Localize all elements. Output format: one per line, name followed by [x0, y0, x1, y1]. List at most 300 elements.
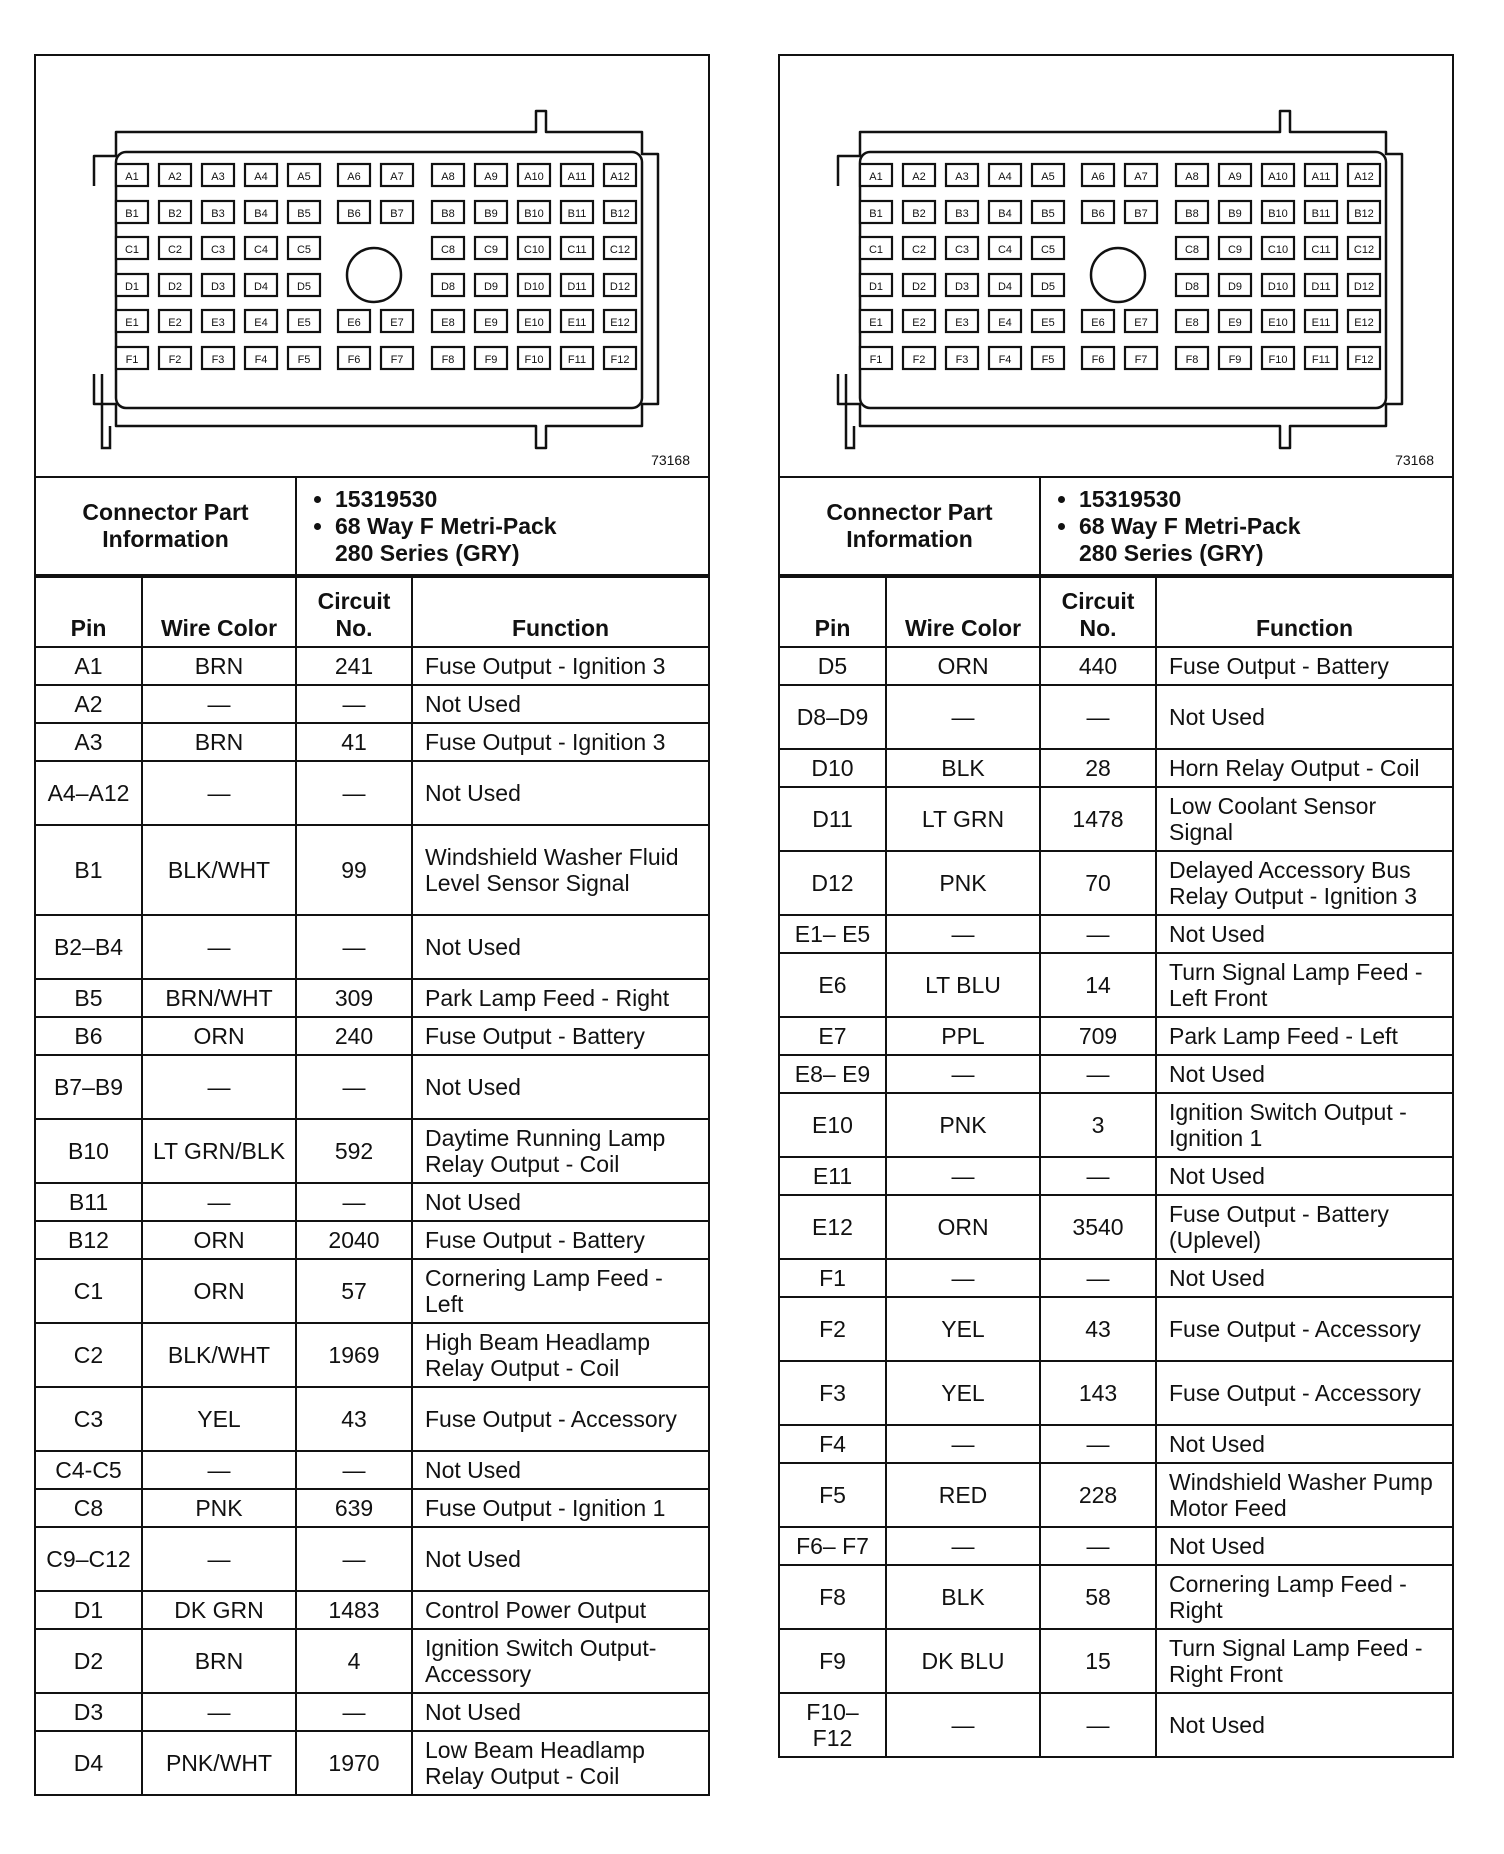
terminal-cavity-e11: [561, 310, 593, 332]
svg-text:B12: B12: [1354, 208, 1374, 220]
circuit-cell: —: [1040, 1157, 1156, 1195]
header-function: Function: [1156, 577, 1452, 647]
table-row: [36, 1731, 708, 1794]
pin-cell: D11: [780, 787, 886, 851]
svg-text:B11: B11: [1311, 208, 1331, 220]
circuit-cell: 15: [1040, 1629, 1156, 1693]
svg-text:A7: A7: [1134, 171, 1148, 183]
circuit-cell: 99: [296, 825, 412, 915]
terminal-cavity-c11: [1305, 237, 1337, 259]
svg-text:B2: B2: [168, 208, 182, 220]
terminal-cavity-f2: [903, 347, 935, 369]
function-cell: Control Power Output: [412, 1591, 708, 1629]
pin-cell: B10: [36, 1119, 142, 1183]
function-cell: Not Used: [1156, 1425, 1452, 1463]
svg-text:F7: F7: [390, 354, 404, 366]
terminal-cavity-b1: [860, 201, 892, 223]
svg-text:C2: C2: [911, 244, 927, 256]
svg-text:E7: E7: [1134, 317, 1148, 329]
circuit-cell: —: [1040, 1527, 1156, 1565]
terminal-cavity-c9: [475, 237, 507, 259]
terminal-cavity-f8: [432, 347, 464, 369]
function-cell: Cornering Lamp Feed - Right: [1156, 1565, 1452, 1629]
terminal-cavity-f4: [989, 347, 1021, 369]
terminal-cavity-f3: [946, 347, 978, 369]
terminal-cavity-c10: [1262, 237, 1294, 259]
circuit-cell: —: [296, 685, 412, 723]
circuit-cell: 3: [1040, 1093, 1156, 1157]
terminal-cavity-b9: [1219, 201, 1251, 223]
terminal-cavity-f2: [159, 347, 191, 369]
terminal-cavity-e3: [202, 310, 234, 332]
table-row: [36, 761, 708, 825]
function-cell: Park Lamp Feed - Left: [1156, 1017, 1452, 1055]
pin-cell: D4: [36, 1731, 142, 1794]
terminal-cavity-b9: [475, 201, 507, 223]
terminal-cavity-c11: [561, 237, 593, 259]
function-cell: Not Used: [412, 1183, 708, 1221]
svg-text:C5: C5: [296, 244, 312, 256]
pin-cell: A4–A12: [36, 761, 142, 825]
svg-text:F2: F2: [168, 354, 182, 366]
wire-color-cell: —: [142, 1693, 296, 1731]
connector-panel-right: [778, 54, 1454, 1758]
svg-text:F1: F1: [125, 354, 139, 366]
connector-info-values: [296, 478, 708, 575]
function-cell: Fuse Output - Ignition 3: [412, 723, 708, 761]
terminal-cavity-b6: [1082, 201, 1114, 223]
svg-text:A12: A12: [610, 171, 630, 183]
table-row: [780, 1157, 1452, 1195]
table-row: [780, 851, 1452, 915]
connector-info-label: Connector Part Information: [36, 478, 296, 575]
svg-text:E7: E7: [390, 317, 404, 329]
function-cell: High Beam Headlamp Relay Output - Coil: [412, 1323, 708, 1387]
wire-color-cell: BRN: [142, 723, 296, 761]
svg-text:B1: B1: [869, 208, 883, 220]
terminal-cavity-b5: [288, 201, 320, 223]
svg-text:F6: F6: [347, 354, 361, 366]
terminal-cavity-d10: [1262, 274, 1294, 296]
terminal-cavity-b12: [604, 201, 636, 223]
svg-text:E10: E10: [524, 317, 544, 329]
table-row: [780, 1017, 1452, 1055]
pinout-table-right: [780, 576, 1452, 1756]
wire-color-cell: —: [886, 1425, 1040, 1463]
terminal-cavity-b8: [432, 201, 464, 223]
pin-cell: F6– F7: [780, 1527, 886, 1565]
svg-text:A10: A10: [1268, 171, 1288, 183]
connector-figure: [36, 56, 708, 478]
terminal-cavity-c12: [1348, 237, 1380, 259]
svg-text:B9: B9: [484, 208, 498, 220]
housing-latch-left: [102, 374, 110, 448]
wire-color-cell: RED: [886, 1463, 1040, 1527]
svg-text:A2: A2: [912, 171, 926, 183]
wire-color-cell: PNK: [142, 1489, 296, 1527]
svg-text:B4: B4: [254, 208, 268, 220]
svg-text:A5: A5: [297, 171, 311, 183]
svg-text:E4: E4: [998, 317, 1012, 329]
wire-color-cell: LT GRN: [886, 787, 1040, 851]
terminal-cavity-a5: [288, 164, 320, 186]
connector-info-table: [36, 478, 708, 576]
pin-cell: E6: [780, 953, 886, 1017]
svg-text:C10: C10: [1267, 244, 1289, 256]
function-cell: Not Used: [1156, 1055, 1452, 1093]
svg-text:A4: A4: [254, 171, 268, 183]
terminal-cavity-d9: [1219, 274, 1251, 296]
terminal-cavity-c9: [1219, 237, 1251, 259]
table-row: [36, 1387, 708, 1451]
wire-color-cell: BLK/WHT: [142, 1323, 296, 1387]
svg-text:B6: B6: [347, 208, 361, 220]
table-row: [36, 1017, 708, 1055]
table-row: [36, 1323, 708, 1387]
terminal-cavity-e10: [1262, 310, 1294, 332]
table-row: [780, 1693, 1452, 1756]
table-row: [36, 647, 708, 685]
pin-cell: B7–B9: [36, 1055, 142, 1119]
pin-cell: D8–D9: [780, 685, 886, 749]
terminal-cavity-a9: [475, 164, 507, 186]
svg-text:D2: D2: [167, 281, 183, 293]
circuit-cell: 4: [296, 1629, 412, 1693]
svg-text:B1: B1: [125, 208, 139, 220]
terminal-cavity-e10: [518, 310, 550, 332]
wire-color-cell: —: [886, 685, 1040, 749]
terminal-cavity-e9: [1219, 310, 1251, 332]
table-row: [780, 1259, 1452, 1297]
terminal-cavity-a7: [1125, 164, 1157, 186]
svg-text:D3: D3: [954, 281, 970, 293]
pin-cell: B5: [36, 979, 142, 1017]
svg-text:E9: E9: [484, 317, 498, 329]
svg-text:A1: A1: [125, 171, 139, 183]
connector-description: • 68 Way F Metri-Pack 280 Series (GRY): [1079, 513, 1444, 567]
pin-cell: D2: [36, 1629, 142, 1693]
svg-text:F10: F10: [1268, 354, 1288, 366]
terminal-cavity-a11: [1305, 164, 1337, 186]
function-cell: Park Lamp Feed - Right: [412, 979, 708, 1017]
terminal-cavity-c4: [989, 237, 1021, 259]
circuit-cell: 309: [296, 979, 412, 1017]
function-cell: Turn Signal Lamp Feed - Right Front: [1156, 1629, 1452, 1693]
pin-cell: C8: [36, 1489, 142, 1527]
svg-text:D3: D3: [210, 281, 226, 293]
svg-text:C9: C9: [483, 244, 499, 256]
terminal-cavity-d5: [1032, 274, 1064, 296]
function-cell: Not Used: [412, 1451, 708, 1489]
part-number: • 15319530: [335, 486, 700, 513]
function-cell: Ignition Switch Output - Ignition 1: [1156, 1093, 1452, 1157]
wire-color-cell: LT GRN/BLK: [142, 1119, 296, 1183]
table-row: [36, 1527, 708, 1591]
terminal-cavity-d10: [518, 274, 550, 296]
table-row: [36, 1055, 708, 1119]
circuit-cell: —: [1040, 1055, 1156, 1093]
svg-text:F9: F9: [484, 354, 498, 366]
terminal-cavity-d12: [604, 274, 636, 296]
table-row: [36, 825, 708, 915]
circuit-cell: 1478: [1040, 787, 1156, 851]
function-cell: Fuse Output - Ignition 1: [412, 1489, 708, 1527]
circuit-cell: 143: [1040, 1361, 1156, 1425]
pin-cell: E8– E9: [780, 1055, 886, 1093]
header-wire-color: Wire Color: [886, 577, 1040, 647]
terminal-cavity-e9: [475, 310, 507, 332]
table-row: [780, 1425, 1452, 1463]
terminal-cavity-d12: [1348, 274, 1380, 296]
function-cell: Fuse Output - Accessory: [412, 1387, 708, 1451]
function-cell: Daytime Running Lamp Relay Output - Coil: [412, 1119, 708, 1183]
pin-cell: D3: [36, 1693, 142, 1731]
terminal-cavity-a9: [1219, 164, 1251, 186]
terminal-cavity-f10: [1262, 347, 1294, 369]
pin-cell: D12: [780, 851, 886, 915]
svg-text:B11: B11: [567, 208, 587, 220]
connector-info-label: Connector Part Information: [780, 478, 1040, 575]
terminal-cavity-d4: [989, 274, 1021, 296]
svg-text:E3: E3: [211, 317, 225, 329]
svg-text:D11: D11: [1311, 281, 1331, 293]
svg-text:C1: C1: [124, 244, 140, 256]
svg-text:B5: B5: [297, 208, 311, 220]
terminal-cavity-d5: [288, 274, 320, 296]
table-row: [780, 1565, 1452, 1629]
terminal-cavity-c2: [159, 237, 191, 259]
circuit-cell: 1483: [296, 1591, 412, 1629]
function-cell: Windshield Washer Fluid Level Sensor Signal: [412, 825, 708, 915]
terminal-cavity-a8: [1176, 164, 1208, 186]
svg-text:E8: E8: [441, 317, 455, 329]
table-row: [36, 1183, 708, 1221]
wire-color-cell: —: [142, 915, 296, 979]
svg-text:B12: B12: [610, 208, 630, 220]
circuit-cell: 43: [296, 1387, 412, 1451]
terminal-cavity-b3: [202, 201, 234, 223]
circuit-cell: —: [296, 915, 412, 979]
wire-color-cell: BLK/WHT: [142, 825, 296, 915]
wire-color-cell: —: [142, 1527, 296, 1591]
terminal-cavity-b1: [116, 201, 148, 223]
terminal-cavity-f12: [604, 347, 636, 369]
svg-text:C12: C12: [1353, 244, 1375, 256]
svg-text:E1: E1: [125, 317, 139, 329]
connector-face-diagram: [780, 56, 1452, 476]
wire-color-cell: BRN: [142, 1629, 296, 1693]
terminal-cavity-e6: [1082, 310, 1114, 332]
terminal-cavity-f9: [475, 347, 507, 369]
svg-text:D5: D5: [296, 281, 312, 293]
table-row: [36, 723, 708, 761]
terminal-cavity-a6: [338, 164, 370, 186]
terminal-cavity-f11: [1305, 347, 1337, 369]
wire-color-cell: —: [886, 915, 1040, 953]
figure-number: 73168: [1395, 452, 1434, 468]
terminal-cavity-b4: [245, 201, 277, 223]
function-cell: Horn Relay Output - Coil: [1156, 749, 1452, 787]
terminal-cavity-e8: [432, 310, 464, 332]
svg-text:F4: F4: [254, 354, 268, 366]
terminal-cavity-d1: [860, 274, 892, 296]
function-cell: Fuse Output - Accessory: [1156, 1297, 1452, 1361]
table-row: [780, 953, 1452, 1017]
pin-cell: E7: [780, 1017, 886, 1055]
pin-cell: C2: [36, 1323, 142, 1387]
table-row: [780, 685, 1452, 749]
terminal-cavity-b7: [1125, 201, 1157, 223]
function-cell: Not Used: [412, 685, 708, 723]
terminal-cavity-a3: [946, 164, 978, 186]
svg-text:F12: F12: [610, 354, 630, 366]
terminal-cavity-a4: [989, 164, 1021, 186]
pin-cell: C1: [36, 1259, 142, 1323]
terminal-cavity-d9: [475, 274, 507, 296]
pin-cell: D10: [780, 749, 886, 787]
function-cell: Not Used: [412, 1055, 708, 1119]
terminal-cavity-e2: [903, 310, 935, 332]
terminal-cavity-e1: [860, 310, 892, 332]
wire-color-cell: ORN: [142, 1017, 296, 1055]
terminal-cavity-a10: [518, 164, 550, 186]
wire-color-cell: —: [142, 1183, 296, 1221]
header-function: Function: [412, 577, 708, 647]
terminal-cavity-e12: [1348, 310, 1380, 332]
terminal-cavity-d11: [561, 274, 593, 296]
header-wire-color: Wire Color: [142, 577, 296, 647]
terminal-cavity-a1: [860, 164, 892, 186]
terminal-cavity-b10: [1262, 201, 1294, 223]
wire-color-cell: —: [886, 1157, 1040, 1195]
circuit-cell: 1969: [296, 1323, 412, 1387]
terminal-cavity-e4: [989, 310, 1021, 332]
terminal-cavity-d4: [245, 274, 277, 296]
table-row: [780, 647, 1452, 685]
pin-cell: B2–B4: [36, 915, 142, 979]
svg-text:A9: A9: [484, 171, 498, 183]
svg-text:A10: A10: [524, 171, 544, 183]
pin-cell: E12: [780, 1195, 886, 1259]
header-circuit: Circuit No.: [296, 577, 412, 647]
pin-cell: D1: [36, 1591, 142, 1629]
wire-color-cell: YEL: [142, 1387, 296, 1451]
svg-text:A9: A9: [1228, 171, 1242, 183]
terminal-cavity-f4: [245, 347, 277, 369]
svg-text:C4: C4: [253, 244, 269, 256]
svg-text:D12: D12: [609, 281, 631, 293]
circuit-cell: 41: [296, 723, 412, 761]
circuit-cell: 58: [1040, 1565, 1156, 1629]
svg-text:A11: A11: [567, 171, 587, 183]
pin-cell: F2: [780, 1297, 886, 1361]
figure-number: 73168: [651, 452, 690, 468]
pin-cell: D5: [780, 647, 886, 685]
svg-text:F12: F12: [1354, 354, 1374, 366]
pinout-rows-left: [36, 647, 708, 1794]
circuit-cell: —: [296, 1451, 412, 1489]
connector-face-diagram: [36, 56, 708, 476]
connector-key-circle: [1091, 248, 1145, 302]
terminal-cavity-d3: [202, 274, 234, 296]
svg-text:A3: A3: [955, 171, 969, 183]
svg-text:F2: F2: [912, 354, 926, 366]
table-row: [36, 1693, 708, 1731]
svg-text:D9: D9: [1227, 281, 1243, 293]
svg-text:D4: D4: [997, 281, 1013, 293]
svg-text:A3: A3: [211, 171, 225, 183]
circuit-cell: 2040: [296, 1221, 412, 1259]
svg-text:F9: F9: [1228, 354, 1242, 366]
svg-text:A5: A5: [1041, 171, 1055, 183]
terminal-cavity-f9: [1219, 347, 1251, 369]
circuit-cell: —: [296, 1693, 412, 1731]
function-cell: Cornering Lamp Feed - Left: [412, 1259, 708, 1323]
terminal-cavity-c8: [432, 237, 464, 259]
header-pin: Pin: [780, 577, 886, 647]
connector-description: • 68 Way F Metri-Pack 280 Series (GRY): [335, 513, 700, 567]
wire-color-cell: —: [886, 1259, 1040, 1297]
terminal-cavity-c5: [1032, 237, 1064, 259]
terminal-cavity-b6: [338, 201, 370, 223]
circuit-cell: 1970: [296, 1731, 412, 1794]
pin-cell: A2: [36, 685, 142, 723]
circuit-cell: —: [1040, 1693, 1156, 1756]
terminal-cavity-f1: [860, 347, 892, 369]
svg-text:C8: C8: [1184, 244, 1200, 256]
function-cell: Fuse Output - Battery (Uplevel): [1156, 1195, 1452, 1259]
terminal-cavity-b11: [561, 201, 593, 223]
terminal-cavity-e6: [338, 310, 370, 332]
terminal-cavity-d11: [1305, 274, 1337, 296]
terminal-cavity-b10: [518, 201, 550, 223]
terminal-cavity-a2: [903, 164, 935, 186]
table-row: [780, 1629, 1452, 1693]
terminal-cavity-c1: [860, 237, 892, 259]
table-row: [780, 1527, 1452, 1565]
svg-text:E6: E6: [347, 317, 361, 329]
function-cell: Not Used: [412, 1693, 708, 1731]
terminal-cavity-a12: [604, 164, 636, 186]
pin-cell: C9–C12: [36, 1527, 142, 1591]
terminal-cavity-b11: [1305, 201, 1337, 223]
wire-color-cell: —: [142, 685, 296, 723]
table-row: [780, 915, 1452, 953]
wire-color-cell: DK GRN: [142, 1591, 296, 1629]
svg-text:A7: A7: [390, 171, 404, 183]
svg-text:F1: F1: [869, 354, 883, 366]
svg-text:C2: C2: [167, 244, 183, 256]
svg-text:A4: A4: [998, 171, 1012, 183]
svg-text:E12: E12: [1354, 317, 1374, 329]
wire-color-cell: —: [886, 1055, 1040, 1093]
terminal-cavity-c5: [288, 237, 320, 259]
svg-text:B8: B8: [1185, 208, 1199, 220]
svg-text:A12: A12: [1354, 171, 1374, 183]
pin-cell: B1: [36, 825, 142, 915]
terminal-cavity-c3: [202, 237, 234, 259]
table-row: [780, 1093, 1452, 1157]
svg-text:A6: A6: [347, 171, 361, 183]
table-row: [780, 787, 1452, 851]
svg-text:F4: F4: [998, 354, 1012, 366]
function-cell: Low Beam Headlamp Relay Output - Coil: [412, 1731, 708, 1794]
pin-cell: C4-C5: [36, 1451, 142, 1489]
function-cell: Fuse Output - Ignition 3: [412, 647, 708, 685]
wire-color-cell: —: [142, 761, 296, 825]
svg-text:D2: D2: [911, 281, 927, 293]
terminal-cavity-a2: [159, 164, 191, 186]
